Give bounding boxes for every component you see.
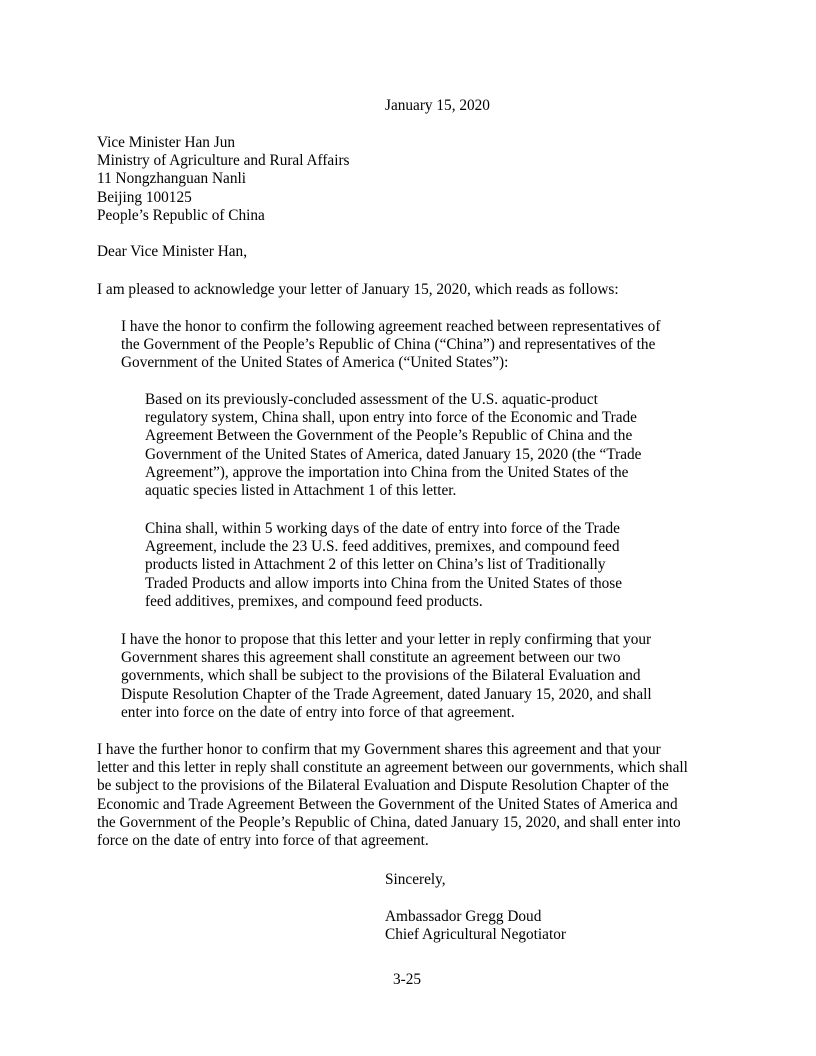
- quoted-item-line: Agreement, include the 23 U.S. feed additives, premixes, and compound feed: [145, 538, 620, 556]
- signature-block: [385, 908, 566, 944]
- quoted-close-line: governments, which shall be subject to the provisions of the Bilateral Evaluation and: [121, 667, 641, 685]
- quoted-close-line: enter into force on the date of entry into force of that agreement.: [121, 703, 515, 721]
- recipient-address: [97, 134, 350, 225]
- closing-text: Sincerely,: [385, 871, 446, 888]
- opening-paragraph: [97, 281, 619, 299]
- quoted-intro-line: I have the honor to confirm the following agreement reached between representatives of: [121, 318, 661, 335]
- quoted-item-line: China shall, within 5 working days of the date of entry into force of the Trade: [145, 520, 620, 537]
- quoted-close-line: I have the honor to propose that this letter and your letter in reply confirming that your: [121, 631, 652, 648]
- reply-line: be subject to the provisions of the Bilateral Evaluation and Dispute Resolution Chapter of the: [97, 777, 669, 795]
- closing: [385, 871, 446, 889]
- recipient-city: Beijing 100125: [97, 188, 192, 206]
- quoted-close-line: Government shares this agreement shall constitute an agreement between our two: [121, 649, 621, 667]
- quoted-item-line: aquatic species listed in Attachment 1 of this letter.: [145, 482, 457, 500]
- reply-line: force on the date of entry into force of that agreement.: [97, 832, 429, 850]
- recipient-name: Vice Minister Han Jun: [97, 134, 236, 151]
- quoted-item-line: Agreement”), approve the importation into China from the United States of the: [145, 463, 629, 481]
- quoted-item-feed: [145, 520, 622, 611]
- salutation-text: Dear Vice Minister Han,: [97, 243, 248, 260]
- quoted-intro-paragraph: [121, 318, 660, 373]
- quoted-item-line: feed additives, premixes, and compound feed products.: [145, 592, 483, 610]
- quoted-item-aquatic: [145, 391, 641, 500]
- recipient-ministry: Ministry of Agriculture and Rural Affairs: [97, 152, 350, 170]
- quoted-item-line: products listed in Attachment 2 of this letter on China’s list of Traditionally: [145, 556, 606, 574]
- recipient-country: People’s Republic of China: [97, 206, 265, 224]
- date-text: January 15, 2020: [385, 97, 490, 114]
- quoted-item-line: Based on its previously-concluded assessment of the U.S. aquatic-product: [145, 391, 598, 408]
- quoted-close-line: Dispute Resolution Chapter of the Trade Agreement, dated January 15, 2020, and shall: [121, 685, 652, 703]
- reply-line: Economic and Trade Agreement Between the Government of the United States of America and: [97, 795, 678, 813]
- quoted-intro-line: the Government of the People’s Republic of China (“China”) and representatives of the: [121, 336, 656, 354]
- reply-line: the Government of the People’s Republic of China, dated January 15, 2020, and shall enter into: [97, 813, 681, 831]
- quoted-item-line: Agreement Between the Government of the People’s Republic of China and the: [145, 427, 633, 445]
- opening-text: I am pleased to acknowledge your letter of January 15, 2020, which reads as follows:: [97, 281, 619, 298]
- salutation: [97, 243, 247, 261]
- reply-line: letter and this letter in reply shall constitute an agreement between our governments, which shall: [97, 759, 688, 777]
- signatory-title: Chief Agricultural Negotiator: [385, 926, 566, 944]
- signatory-name: Ambassador Gregg Doud: [385, 908, 542, 925]
- letter-date: [385, 97, 490, 115]
- reply-line: I have the further honor to confirm that my Government shares this agreement and that your: [97, 741, 661, 758]
- quoted-intro-line: Government of the United States of America (“United States”):: [121, 354, 509, 372]
- quoted-item-line: regulatory system, China shall, upon entry into force of the Economic and Trade: [145, 409, 637, 427]
- quoted-item-line: Traded Products and allow imports into China from the United States of those: [145, 574, 622, 592]
- quoted-close-paragraph: [121, 631, 652, 722]
- reply-paragraph: [97, 741, 688, 850]
- quoted-item-line: Government of the United States of America, dated January 15, 2020 (the “Trade: [145, 445, 642, 463]
- page-number: [393, 971, 421, 989]
- recipient-street: 11 Nongzhanguan Nanli: [97, 170, 246, 188]
- page-number-text: 3-25: [393, 971, 422, 988]
